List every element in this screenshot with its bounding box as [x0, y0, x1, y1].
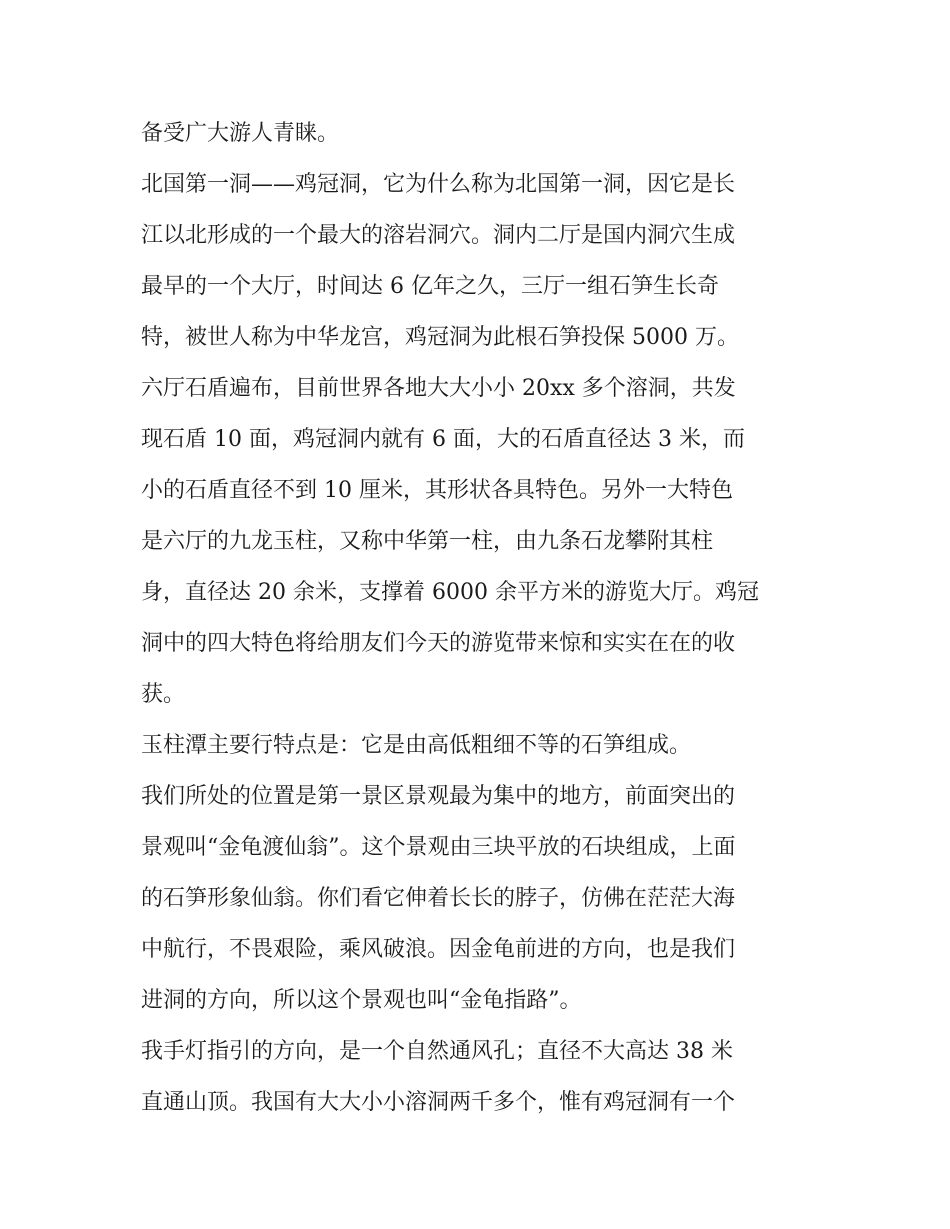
- text-line: 备受广大游人青睐。: [141, 121, 340, 146]
- text-line: 我手灯指引的方向，是一个自然通风孔；直径不大高达 38 米: [141, 1039, 733, 1064]
- text-line: 我们所处的位置是第一景区景观最为集中的地方，前面突出的: [141, 784, 736, 809]
- text-line: 洞中的四大特色将给朋友们今天的游览带来惊和实实在在的收: [141, 631, 736, 656]
- text-line: 获。: [141, 682, 186, 707]
- text-line: 北国第一洞——鸡冠洞，它为什么称为北国第一洞，因它是长: [141, 172, 736, 197]
- text-line: 小的石盾直径不到 10 厘米，其形状各具特色。另外一大特色: [141, 478, 733, 503]
- text-line: 江以北形成的一个最大的溶岩洞穴。洞内二厅是国内洞穴生成: [141, 223, 736, 248]
- text-line: 现石盾 10 面，鸡冠洞内就有 6 面，大的石盾直径达 3 米，而: [141, 427, 745, 452]
- text-line: 特，被世人称为中华龙宫，鸡冠洞为此根石笋投保 5000 万。: [141, 325, 739, 350]
- text-line: 的石笋形象仙翁。你们看它伸着长长的脖子，仿佛在茫茫大海: [141, 886, 736, 911]
- text-line: 直通山顶。我国有大大小小溶洞两千多个，惟有鸡冠洞有一个: [141, 1090, 736, 1115]
- text-line: 玉柱潭主要行特点是：它是由高低粗细不等的石笋组成。: [141, 733, 692, 758]
- text-line: 身，直径达 20 余米，支撑着 6000 余平方米的游览大厅。鸡冠: [141, 580, 759, 605]
- text-line: 六厅石盾遍布，目前世界各地大大小小 20xx 多个溶洞，共发: [141, 376, 736, 401]
- document-body: [141, 108, 813, 1128]
- text-line: 是六厅的九龙玉柱，又称中华第一柱，由九条石龙攀附其柱: [141, 529, 714, 554]
- text-line: 中航行，不畏艰险，乘风破浪。因金龟前进的方向，也是我们: [141, 937, 736, 962]
- text-line: 景观叫“金龟渡仙翁”。这个景观由三块平放的石块组成，上面: [141, 835, 736, 860]
- text-line: 最早的一个大厅，时间达 6 亿年之久，三厅一组石笋生长奇: [141, 274, 719, 299]
- text-line: 进洞的方向，所以这个景观也叫“金龟指路”。: [141, 988, 582, 1013]
